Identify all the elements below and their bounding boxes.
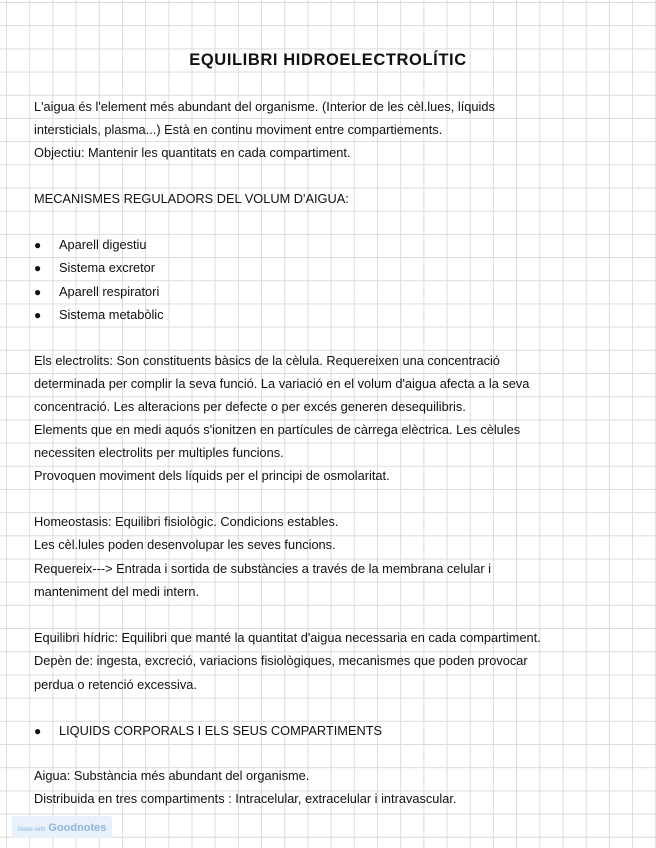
homeostasis-line-1: Homeostasis: Equilibri fisiològic. Condicions estables.: [34, 514, 339, 529]
body-fluids-line-2: Distribuida en tres compartiments : Intracelular, extracelular i intravascular.: [34, 791, 457, 806]
bullet-icon: ●: [34, 308, 42, 322]
page-title: EQUILIBRI HIDROELECTROLÍTIC: [189, 51, 467, 69]
water-balance-line-3: perdua o retenció excessiva.: [34, 677, 197, 692]
list-item-label: Aparell respiratori: [59, 284, 160, 299]
water-balance-line-2: Depèn de: ingesta, excreció, variacions fisiològiques, mecanismes que poden provocar: [34, 653, 528, 668]
list-item-label: Sistema excretor: [59, 260, 156, 275]
list-item-label: Sistema metabòlic: [59, 307, 164, 322]
bullet-icon: ●: [34, 724, 42, 738]
list-item: [34, 260, 155, 276]
water-balance-line-1: Equilibri hídric: Equilibri que manté la quantitat d'aigua necessaria en cada compartiment.: [34, 630, 541, 645]
mechanisms-heading: MECANISMES REGULADORS DEL VOLUM D'AIGUA:: [34, 191, 349, 206]
homeostasis-line-2: Les cèl.lules poden desenvolupar les seves funcions.: [34, 537, 336, 552]
list-item: [34, 307, 164, 323]
body-fluids-line-1: Aigua: Substància més abundant del organisme.: [34, 768, 310, 783]
bullet-icon: ●: [34, 238, 42, 252]
list-item-label: Aparell digestiu: [59, 237, 147, 252]
electrolytes-line-1: Els electrolits: Son constituents bàsics de la cèlula. Requereixen una concentració: [34, 353, 500, 368]
body-fluids-heading: LIQUIDS CORPORALS I ELS SEUS COMPARTIMENTS: [59, 723, 383, 738]
goodnotes-watermark: [12, 816, 112, 838]
electrolytes-line-2: determinada per complir la seva funció. La variació en el volum d'aigua afecta a la seva: [34, 376, 530, 391]
intro-line-2: intersticials, plasma...) Està en continu moviment entre compartiements.: [34, 122, 443, 137]
list-item: [34, 237, 147, 253]
section-heading-body-fluids: [34, 723, 382, 739]
intro-line-1: L'aigua és l'element més abundant del organisme. (Interior de les cèl.lues, líquids: [34, 99, 495, 114]
watermark-brand: Goodnotes: [48, 822, 107, 834]
homeostasis-line-3: Requereix---> Entrada i sortida de substàncies a través de la membrana celular i: [34, 561, 492, 576]
electrolytes-line-3: concentració. Les alteracions per defecte o per excés generen desequilibris.: [34, 399, 466, 414]
bullet-icon: ●: [34, 285, 42, 299]
bullet-icon: ●: [34, 261, 42, 275]
electrolytes-line-5: necessiten electrolits per multiples funcions.: [34, 445, 284, 460]
electrolytes-line-4: Elements que en medi aquós s'ionitzen en partícules de càrrega elèctrica. Les cèlules: [34, 422, 521, 437]
list-item: [34, 284, 159, 300]
intro-line-3: Objectiu: Mantenir les quantitats en cada compartiment.: [34, 145, 351, 160]
electrolytes-line-6: Provoquen moviment dels líquids per el principi de osmolaritat.: [34, 468, 390, 483]
homeostasis-line-4: manteniment del medi intern.: [34, 584, 200, 599]
watermark-prefix: Made with: [18, 827, 46, 833]
